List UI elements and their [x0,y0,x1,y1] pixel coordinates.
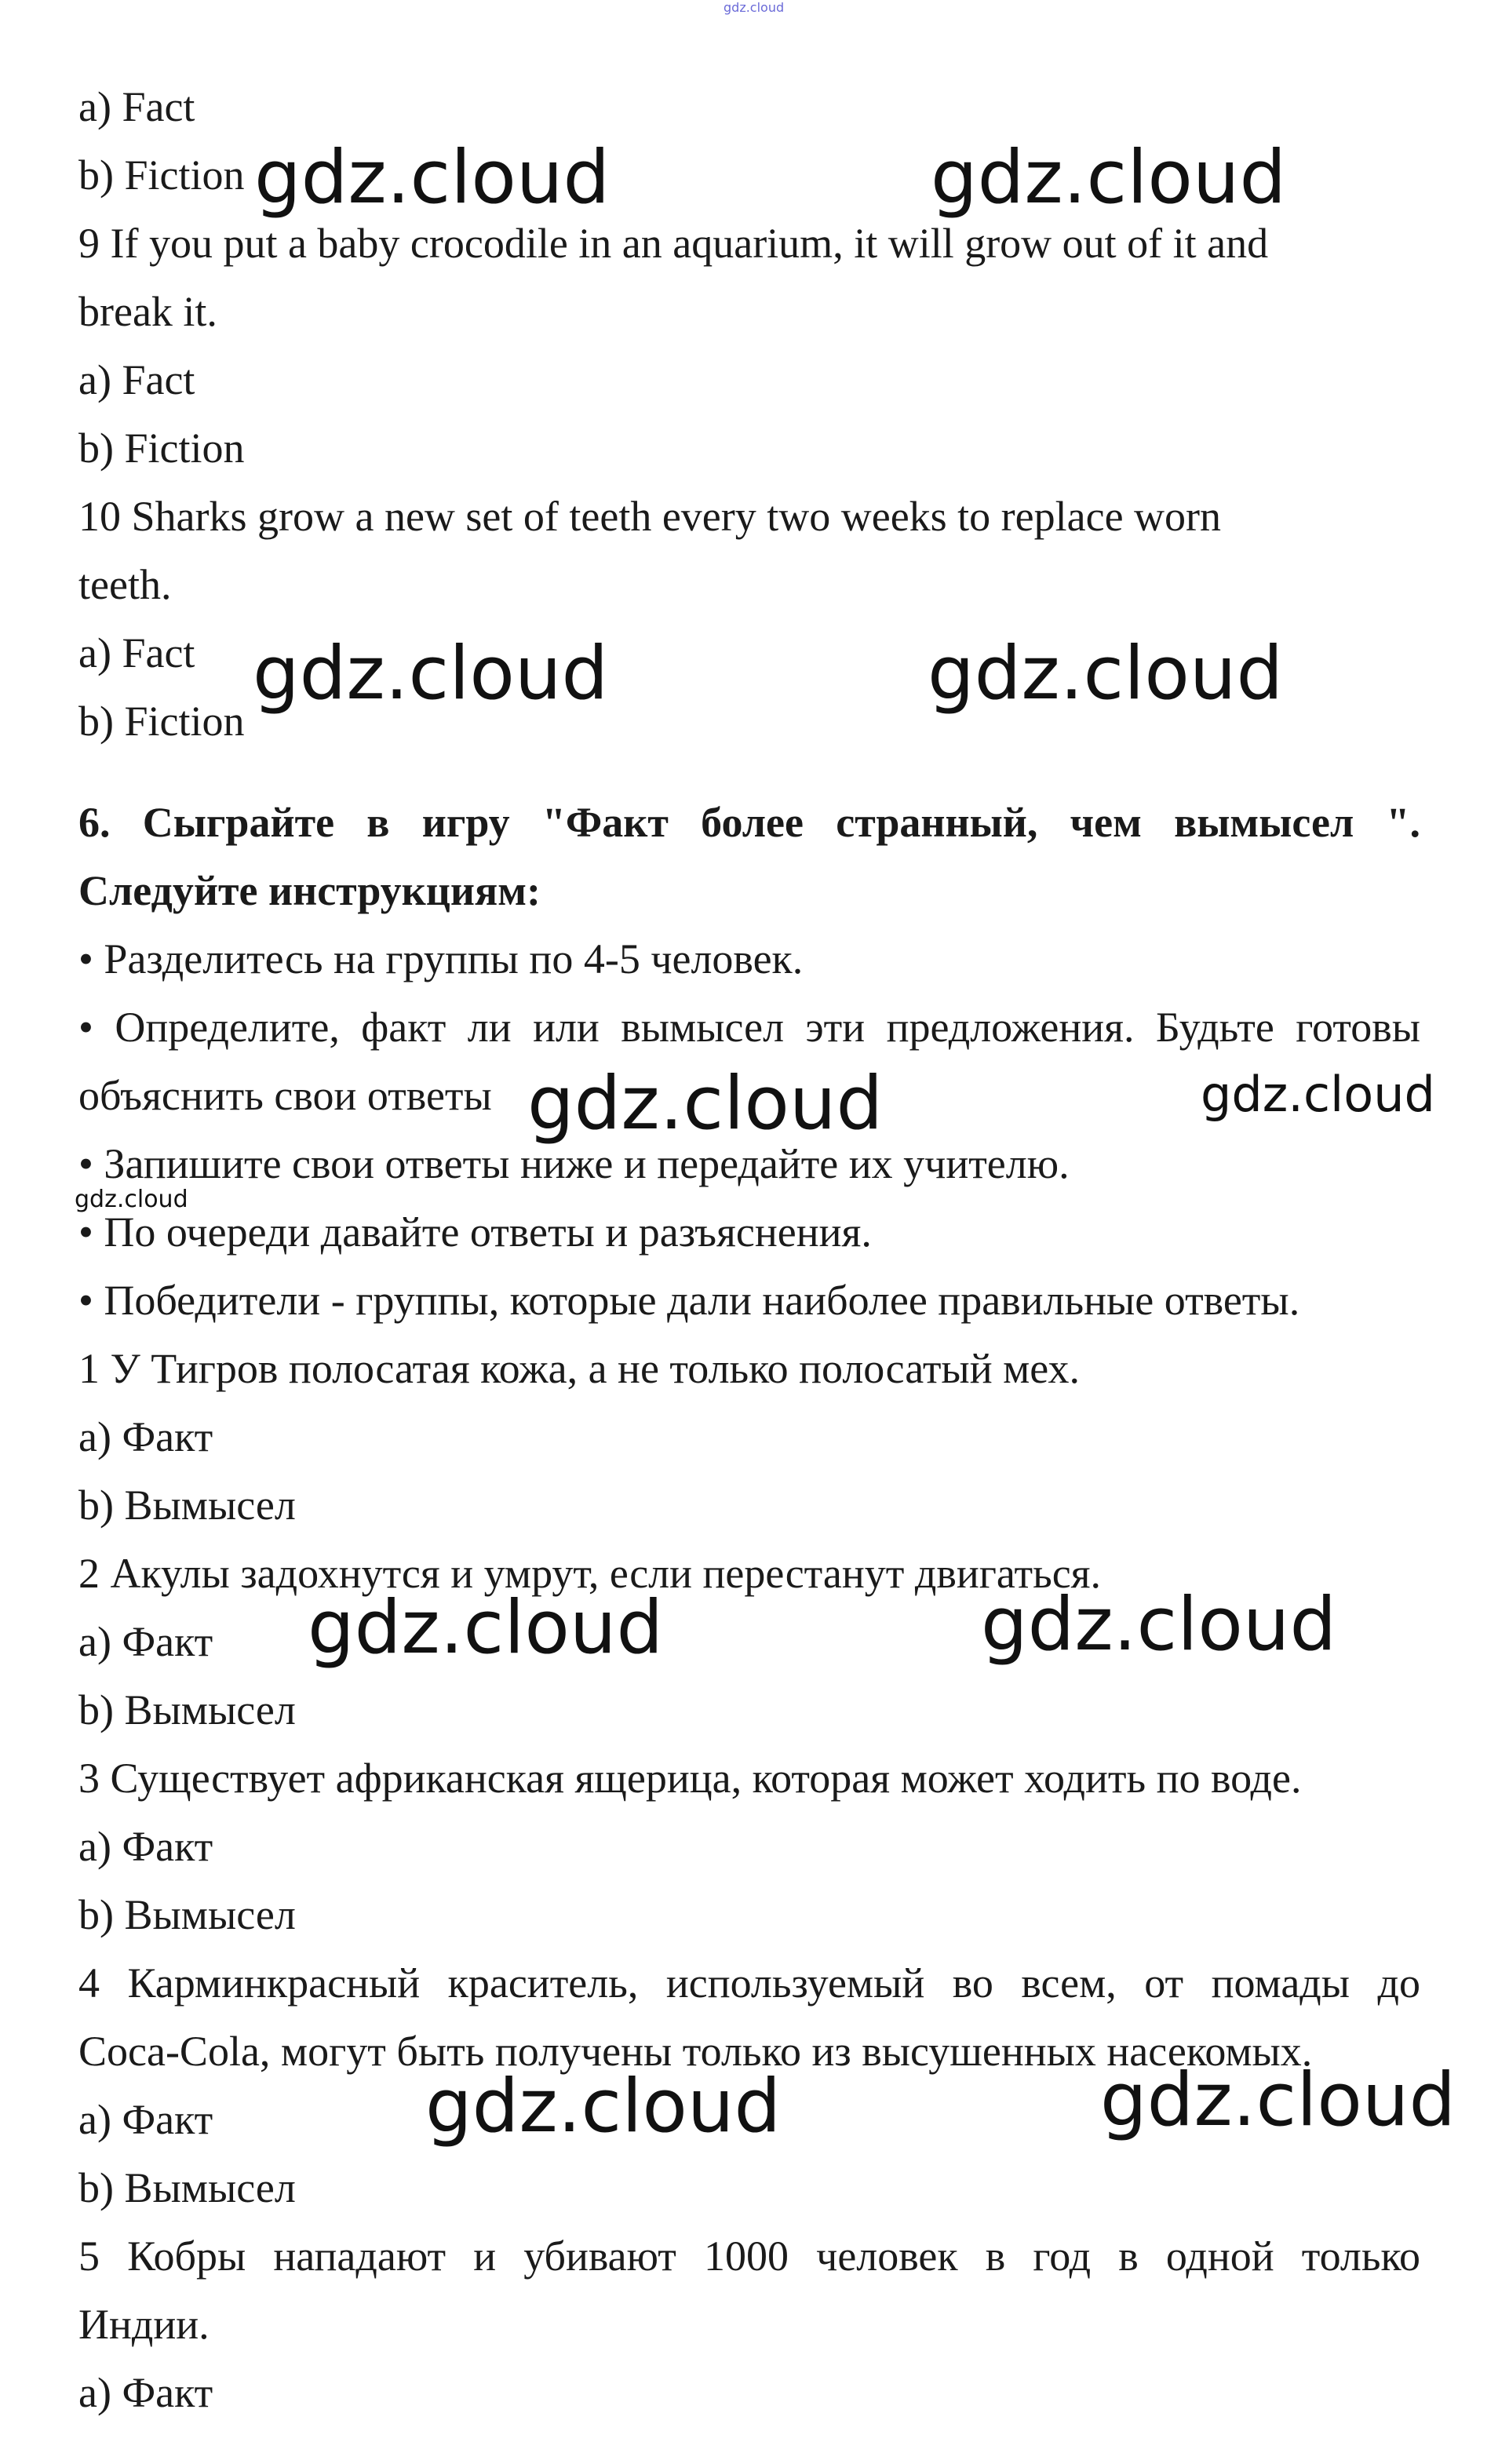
top-watermark: gdz.cloud [724,0,785,15]
instruction-bullet-2: • Определите, факт ли или вымысел эти предложения. Будьте готовы [78,1004,1420,1051]
ru-q1-option-a: a) Факт [78,1413,213,1460]
watermark: gdz.cloud [308,1585,664,1671]
q9-option-b: b) Fiction [78,425,245,472]
q10-option-b: b) Fiction [78,698,245,745]
watermark: gdz.cloud [253,631,609,716]
ru-q5-option-a: a) Факт [78,2369,213,2416]
ru-q2-text: 2 Акулы задохнутся и умрут, если перестанут двигаться. [78,1550,1102,1597]
q9-option-a: a) Fact [78,356,195,403]
ru-q4-option-b: b) Вымысел [78,2164,296,2211]
watermark: gdz.cloud [981,1582,1337,1668]
watermark: gdz.cloud [931,135,1287,221]
instruction-bullet-1: • Разделитесь на группы по 4-5 человек. [78,935,804,982]
ru-q3-option-a: a) Факт [78,1823,213,1870]
instruction-bullet-5: • Победители - группы, которые дали наиболее правильные ответы. [78,1277,1300,1324]
task6-heading-line2: Следуйте инструкциям: [78,867,541,914]
ru-q4-text-line1: 4 Карминкрасный краситель, используемый во всем, от помады до [78,1959,1420,2007]
ru-q3-text: 3 Существует африканская ящерица, которая может ходить по воде. [78,1755,1302,1802]
ru-q3-option-b: b) Вымысел [78,1891,296,1938]
watermark: gdz.cloud [425,2064,782,2149]
q10-text-line1: 10 Sharks grow a new set of teeth every two weeks to replace worn [78,493,1222,540]
q8-option-a: a) Fact [78,83,195,130]
instruction-bullet-2-cont: объяснить свои ответы [78,1072,492,1119]
instruction-bullet-3: • Запишите свои ответы ниже и передайте их учителю. [78,1140,1070,1187]
ru-q4-text-line2: Coca-Cola, могут быть получены только из высушенных насекомых. [78,2028,1313,2075]
q9-text-line2: break it. [78,288,217,335]
ru-q1-text: 1 У Тигров полосатая кожа, а не только полосатый мех. [78,1345,1081,1392]
watermark: gdz.cloud [527,1061,884,1146]
watermark: gdz.cloud [254,135,611,221]
q10-text-line2: teeth. [78,561,172,608]
q10-option-a: a) Fact [78,629,195,676]
ru-q5-text-line2: Индии. [78,2301,210,2348]
watermark: gdz.cloud [75,1186,188,1213]
q9-text-line1: 9 If you put a baby crocodile in an aquarium, it will grow out of it and [78,220,1269,267]
ru-q1-option-b: b) Вымысел [78,1482,296,1529]
watermark: gdz.cloud [1201,1066,1435,1123]
q8-option-b: b) Fiction [78,151,245,199]
task6-heading-line1: 6. Сыграйте в игру "Факт более странный, чем вымысел ". [78,799,1420,846]
ru-q2-option-b: b) Вымысел [78,1686,296,1733]
watermark: gdz.cloud [928,631,1284,716]
instruction-bullet-4: • По очереди давайте ответы и разъяснения. [78,1208,872,1256]
ru-q2-option-a: a) Факт [78,1618,213,1665]
ru-q4-option-a: a) Факт [78,2096,213,2143]
watermark: gdz.cloud [1100,2058,1456,2143]
ru-q5-text-line1: 5 Кобры нападают и убивают 1000 человек в год в одной только [78,2233,1420,2280]
